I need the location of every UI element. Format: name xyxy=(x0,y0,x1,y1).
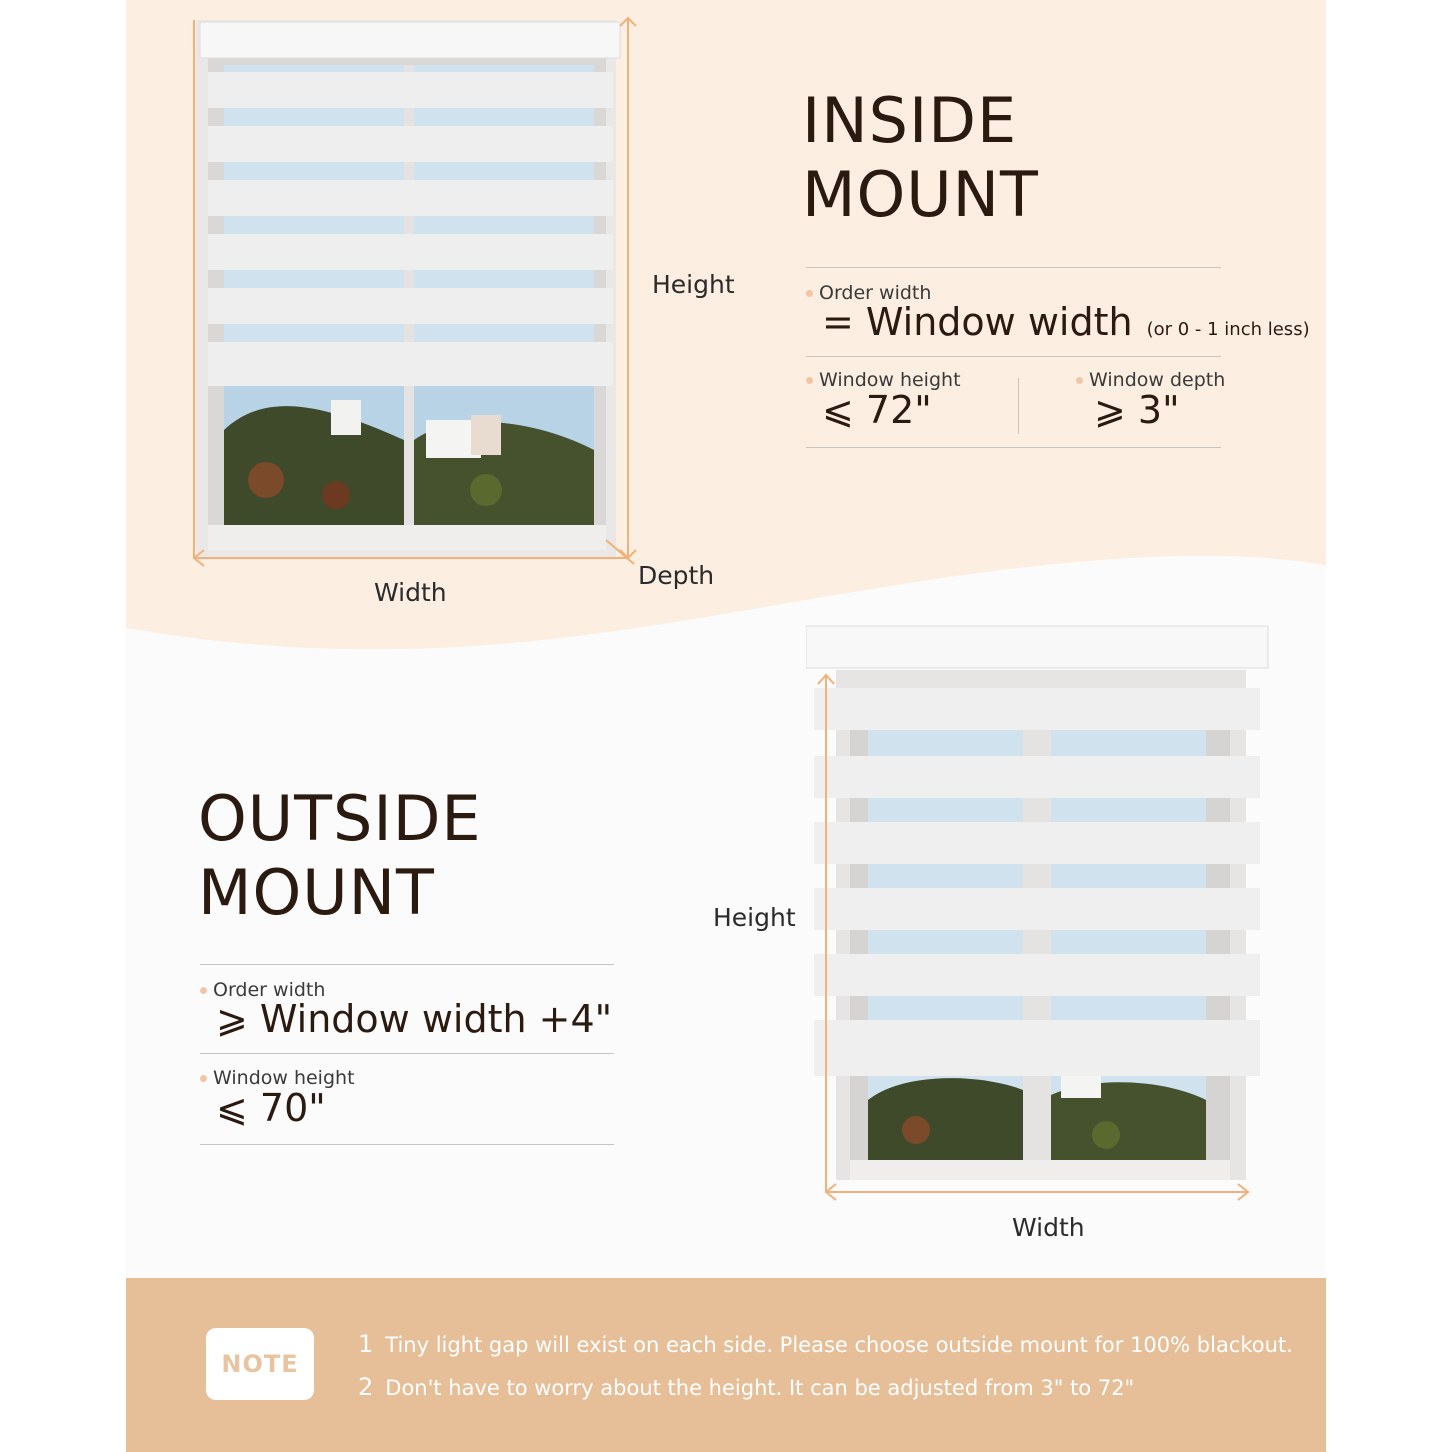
infographic-canvas xyxy=(126,0,1326,1452)
note-band xyxy=(126,1278,1326,1452)
bullet-dot xyxy=(806,290,813,297)
outside-width-label: Width xyxy=(1012,1213,1085,1242)
inside-mount-title-line2: MOUNT xyxy=(802,158,1039,231)
inside-divider-top xyxy=(806,267,1221,268)
note-badge: NOTE xyxy=(206,1328,314,1400)
bullet-dot xyxy=(200,1075,207,1082)
inside-order-width-label-text: Order width xyxy=(819,282,932,304)
inside-order-width-row xyxy=(822,300,1310,344)
note-item-1 xyxy=(358,1330,1293,1358)
outside-order-width-value: ⩾ Window width +4" xyxy=(216,997,613,1041)
bullet-dot xyxy=(200,987,207,994)
bullet-dot xyxy=(1076,377,1083,384)
outside-height-label: Height xyxy=(713,903,796,932)
inside-height-label: Height xyxy=(652,270,735,299)
bullet-dot xyxy=(806,377,813,384)
inside-window-height-value: ⩽ 72" xyxy=(822,388,932,432)
inside-divider-middle xyxy=(806,356,1221,357)
outside-mount-window-illustration xyxy=(806,620,1276,1210)
note-item-1-text: Tiny light gap will exist on each side. Please choose outside mount for 100% blackout. xyxy=(385,1333,1293,1357)
outside-divider-top xyxy=(200,964,614,965)
inside-window-depth-label-text: Window depth xyxy=(1089,369,1226,391)
inside-mount-window-illustration xyxy=(186,10,656,570)
inside-order-width-value: = Window width xyxy=(822,300,1133,344)
note-item-1-number: 1 xyxy=(358,1330,374,1358)
outside-window-height-label-text: Window height xyxy=(213,1067,355,1089)
inside-width-label: Width xyxy=(374,578,447,607)
outside-mount-title xyxy=(198,782,482,930)
inside-window-height-label-text: Window height xyxy=(819,369,961,391)
inside-mount-title-line1: INSIDE xyxy=(802,84,1018,157)
inside-divider-bottom xyxy=(806,447,1221,448)
inside-window-depth-value: ⩾ 3" xyxy=(1094,388,1180,432)
inside-vertical-divider xyxy=(1018,378,1019,434)
outside-window-height-value: ⩽ 70" xyxy=(216,1086,326,1130)
outside-mount-title-line2: MOUNT xyxy=(198,856,435,929)
inside-order-width-note: (or 0 - 1 inch less) xyxy=(1146,319,1310,340)
note-item-2-number: 2 xyxy=(358,1373,374,1401)
outside-divider-middle xyxy=(200,1053,614,1054)
note-item-2-text: Don't have to worry about the height. It can be adjusted from 3" to 72" xyxy=(385,1376,1135,1400)
inside-depth-label: Depth xyxy=(638,561,715,590)
note-item-2 xyxy=(358,1373,1134,1401)
outside-divider-bottom xyxy=(200,1144,614,1145)
outside-mount-title-line1: OUTSIDE xyxy=(198,782,482,855)
inside-mount-title xyxy=(802,84,1039,232)
outside-order-width-label-text: Order width xyxy=(213,979,326,1001)
